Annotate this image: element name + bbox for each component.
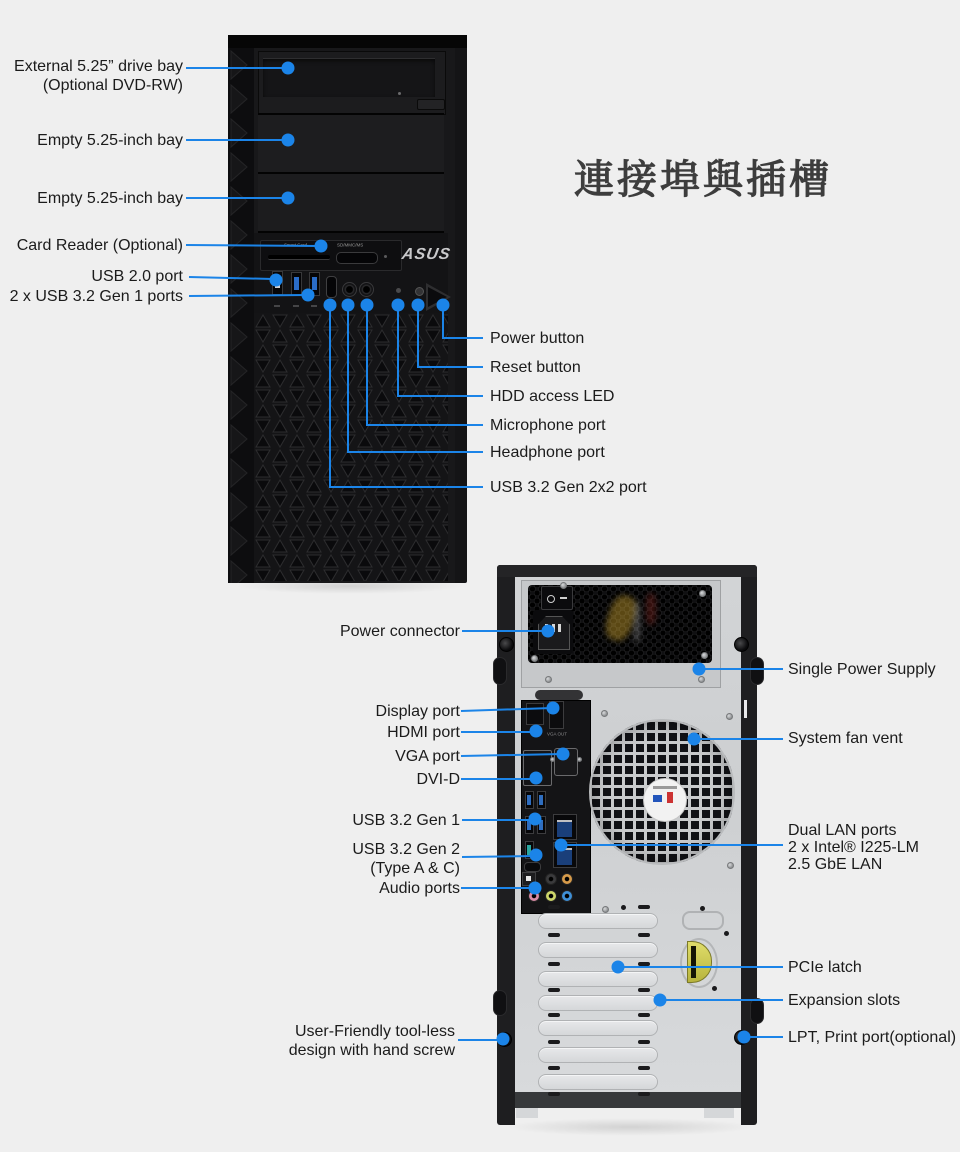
headphone-jack (342, 282, 357, 297)
screw-icon (699, 590, 706, 597)
psu-handle-slot (535, 690, 583, 700)
label-audio-ports: Audio ports (379, 880, 460, 897)
rear-top-edge (497, 565, 757, 577)
screw-icon (602, 906, 609, 913)
label-external-drive-bay: External 5.25” drive bay (Optional DVD-RW) (14, 58, 183, 94)
vent-dash (638, 988, 650, 992)
vent-dash (548, 905, 560, 909)
usb-icon (274, 305, 280, 307)
vent-dash (548, 988, 560, 992)
audio-jack-lime (545, 890, 557, 902)
vent-hole (621, 905, 626, 910)
label-lpt-port: LPT, Print port(optional) (788, 1029, 957, 1046)
inlet-pin (545, 624, 548, 632)
hdmi-connector (549, 701, 564, 729)
screw-icon (727, 862, 734, 869)
audio-jack-orange (561, 873, 573, 885)
serial-port-knockout (682, 911, 724, 930)
label-empty-bay-1: Empty 5.25-inch bay (37, 132, 183, 149)
usb32-gen1-rear-port (525, 816, 534, 834)
dvd-tray (263, 58, 435, 97)
thumbscrew-knob (734, 637, 749, 652)
rail-latch-tab (493, 990, 507, 1016)
audio-jack-blue (561, 890, 573, 902)
expansion-slot-cover (538, 942, 658, 958)
usb-icon (311, 305, 317, 307)
audio-jack-pink (528, 890, 540, 902)
usb32-gen1-rear-port (537, 816, 546, 834)
vent-dash (638, 933, 650, 937)
vent-dash (548, 1092, 560, 1096)
label-single-power-supply: Single Power Supply (788, 661, 936, 678)
sticker-logo-mark (653, 795, 662, 802)
label-usb32-gen2-rear: USB 3.2 Gen 2 (Type A & C) (352, 841, 460, 877)
expansion-slot-cover (538, 913, 658, 929)
label-dvi-d: DVI-D (416, 771, 460, 788)
vent-dash (638, 1066, 650, 1070)
usb32-gen1-port (309, 272, 320, 296)
usb32-gen1-port (291, 272, 302, 296)
label-microphone-port: Microphone port (490, 417, 606, 434)
thumbscrew-knob (734, 1030, 749, 1045)
label-usb32-gen2x2-port: USB 3.2 Gen 2x2 port (490, 479, 647, 496)
page-title: 連接埠與插槽 (574, 157, 832, 203)
displayport-connector (526, 703, 544, 725)
usb32-gen1-rear-port (537, 791, 546, 809)
switch-on-mark (560, 597, 567, 599)
c14-inlet (538, 616, 570, 650)
hdd-access-led (396, 288, 401, 293)
spdif-window (526, 876, 531, 881)
usb-icon (293, 305, 299, 307)
switch-off-mark (547, 595, 555, 603)
spdif-optical-port (522, 872, 536, 886)
usb-icon (328, 305, 334, 307)
rear-tower-shadow (505, 1118, 755, 1136)
expansion-slot-cover (538, 1047, 658, 1063)
label-vga-port: VGA port (395, 748, 460, 765)
psu-internal-component (646, 593, 656, 625)
label-system-fan-vent: System fan vent (788, 730, 903, 747)
chassis-foot (516, 1108, 538, 1118)
screw-icon (726, 713, 733, 720)
vent-dash (638, 1092, 650, 1096)
vent-dash (548, 962, 560, 966)
rail-latch-tab (750, 657, 764, 685)
front-chevron-strip (228, 48, 254, 583)
empty-bay-1 (258, 115, 444, 172)
inlet-pin (552, 624, 555, 632)
usb32-gen2x2-type-c-port (326, 276, 337, 298)
vent-dash (638, 1013, 650, 1017)
usb32-gen2-type-c-port (524, 862, 541, 872)
expansion-slot-cover (538, 995, 658, 1011)
screw-icon (550, 757, 555, 762)
screw-icon (545, 676, 552, 683)
front-mesh-vent (254, 313, 448, 581)
rail-latch-tab (750, 998, 764, 1024)
label-hdd-led: HDD access LED (490, 388, 615, 405)
label-display-port: Display port (375, 703, 460, 720)
pcie-latch-slot (691, 946, 696, 978)
vent-dash (638, 905, 650, 909)
label-empty-bay-2: Empty 5.25-inch bay (37, 190, 183, 207)
vent-hole (712, 986, 717, 991)
chassis-foot (704, 1108, 734, 1118)
vent-dash (548, 1013, 560, 1017)
lan-port-1 (553, 814, 577, 840)
rail-latch-tab (493, 657, 507, 685)
vga-connector (554, 748, 578, 776)
thumbscrew-knob (497, 1032, 512, 1047)
rail-slit (744, 700, 747, 718)
label-card-reader: Card Reader (Optional) (16, 237, 183, 254)
vent-dash (548, 1066, 560, 1070)
thumbscrew-knob (499, 637, 514, 652)
fan-hub-sticker (643, 778, 687, 822)
screw-icon (601, 710, 608, 717)
inlet-pin (558, 624, 561, 632)
dvi-d-connector (523, 750, 552, 786)
reset-button (415, 287, 424, 296)
lan-port-2 (553, 842, 577, 868)
label-pcie-latch: PCIe latch (788, 959, 862, 976)
power-connector-inlet (533, 610, 573, 654)
label-toolless-design: User-Friendly tool-less design with hand screw (288, 1023, 455, 1059)
dvd-led (398, 92, 401, 95)
sticker-logo-mark (667, 792, 673, 803)
vga-out-label: VGA OUT (547, 732, 568, 737)
screw-icon (531, 655, 538, 662)
label-usb2-port: USB 2.0 port (91, 268, 183, 285)
asus-logo: ASUS (400, 246, 453, 263)
sd-card-slot (336, 252, 378, 264)
usb2-port (272, 271, 283, 295)
smart-card-slot (268, 255, 330, 260)
vent-dash (638, 962, 650, 966)
label-headphone-port: Headphone port (490, 444, 605, 461)
microphone-jack (359, 282, 374, 297)
screw-icon (698, 676, 705, 683)
screw-icon (701, 652, 708, 659)
label-power-connector: Power connector (339, 623, 460, 640)
audio-jack-black (545, 873, 557, 885)
vent-dash (548, 933, 560, 937)
psu-internal-wires (634, 601, 640, 643)
usb32-gen1-rear-port (525, 791, 534, 809)
expansion-slot-cover (538, 1020, 658, 1036)
vent-hole (724, 931, 729, 936)
sticker-text-line (653, 786, 677, 789)
power-button (428, 287, 447, 307)
screw-icon (577, 757, 582, 762)
label-expansion-slots: Expansion slots (788, 992, 901, 1009)
card-reader-led (384, 255, 387, 258)
label-hdmi-port: HDMI port (387, 724, 460, 741)
screw-icon (560, 582, 567, 589)
sd-slot-label: SD/MMC/MS (337, 243, 364, 248)
expansion-slot-cover (538, 1074, 658, 1090)
label-reset-button: Reset button (490, 359, 581, 376)
label-usb32-gen1-rear: USB 3.2 Gen 1 (352, 812, 460, 829)
psu-power-switch (541, 586, 573, 610)
front-top-bevel (228, 35, 467, 48)
expansion-slot-cover (538, 971, 658, 987)
label-usb32-gen1-ports: 2 x USB 3.2 Gen 1 ports (9, 288, 183, 305)
vent-dash (638, 1040, 650, 1044)
empty-bay-2 (258, 174, 444, 231)
label-power-button: Power button (490, 330, 585, 347)
smart-card-label: Smart Card (284, 243, 308, 248)
usb32-gen2-type-a-port (525, 841, 534, 859)
dvd-eject-button (417, 99, 445, 110)
label-dual-lan-ports: Dual LAN ports 2 x Intel® I225-LM 2.5 GbE LAN (788, 822, 919, 873)
vent-dash (548, 1040, 560, 1044)
